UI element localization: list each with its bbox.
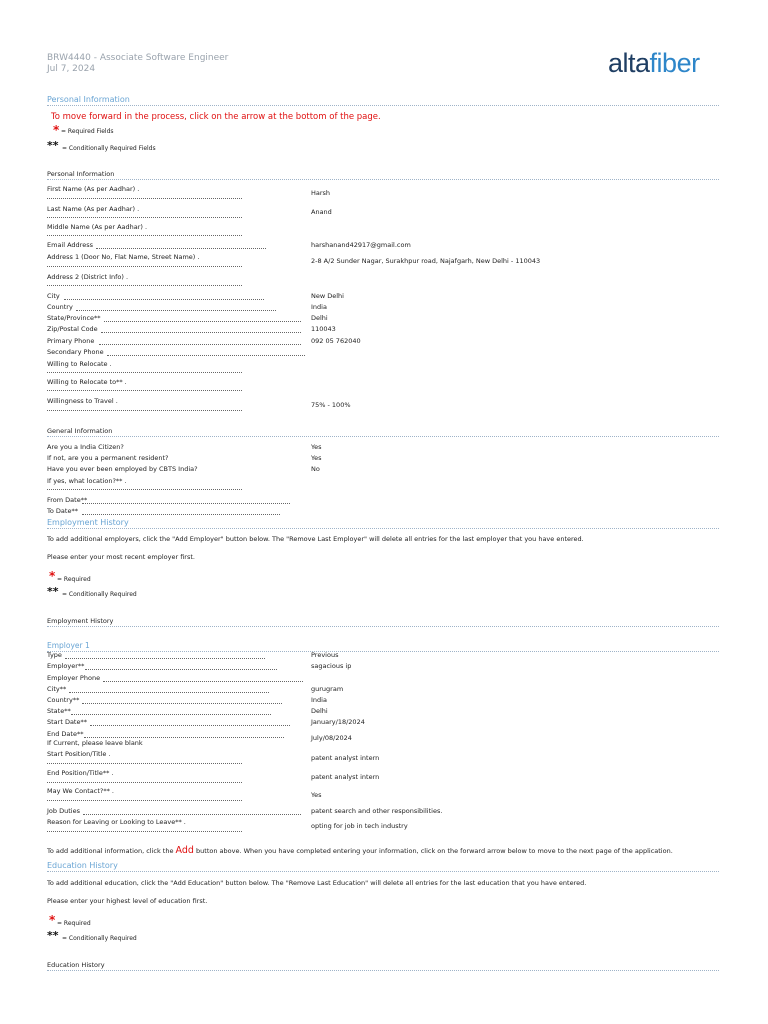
required-star: * xyxy=(49,913,56,927)
instruction-text: To move forward in the process, click on the arrow at the bottom of the page. xyxy=(51,112,381,122)
from-date-label: From Date** xyxy=(47,496,88,504)
row-divider xyxy=(47,799,242,801)
row-divider xyxy=(69,691,269,693)
secondary-phone-label: Secondary Phone xyxy=(47,348,104,356)
logo-alta-text: alta xyxy=(608,48,650,78)
city-value: New Delhi xyxy=(311,292,344,300)
email-value: harshanand42917@gmail.com xyxy=(311,241,411,249)
email-label: Email Address xyxy=(47,241,93,249)
emp-city-value: gurugram xyxy=(311,685,344,693)
employment-recent-first: Please enter your most recent employer first. xyxy=(47,553,195,561)
row-divider xyxy=(47,265,242,267)
conditional-star: ** xyxy=(47,139,59,152)
required-legend: = Required xyxy=(57,920,91,927)
conditional-legend: = Conditionally Required xyxy=(62,591,137,598)
row-divider xyxy=(47,762,242,764)
country-value: India xyxy=(311,303,327,311)
row-divider xyxy=(107,354,305,356)
row-divider xyxy=(47,371,242,373)
required-star: * xyxy=(49,569,56,583)
emp-state-value: Delhi xyxy=(311,707,328,715)
subsection-general: General Information xyxy=(47,427,719,437)
primary-phone-label: Primary Phone xyxy=(47,337,95,345)
travel-label: Willingness to Travel . xyxy=(47,397,118,405)
add-info-post: button above. When you have completed entering your information, click on the forward arrow below to move to the next page of the application. xyxy=(196,847,673,855)
row-divider xyxy=(71,713,271,715)
row-divider xyxy=(103,680,303,682)
row-divider xyxy=(85,668,277,670)
section-title-education: Education History xyxy=(47,861,719,872)
row-divider xyxy=(90,724,290,726)
emp-country-label: Country** xyxy=(47,696,80,704)
job-title: BRW4440 - Associate Software Engineer xyxy=(47,53,229,63)
subsection-personal: Personal Information xyxy=(47,170,719,180)
row-divider xyxy=(84,736,284,738)
row-divider xyxy=(47,284,242,286)
conditional-legend: = Conditionally Required xyxy=(62,935,137,942)
location-question: If yes, what location?** . xyxy=(47,477,127,485)
row-divider xyxy=(47,781,242,783)
company-logo xyxy=(608,48,700,79)
required-legend: = Required xyxy=(57,576,91,583)
end-position-label: End Position/Title** . xyxy=(47,769,114,777)
conditional-star: ** xyxy=(47,585,59,598)
subsection-education: Education History xyxy=(47,961,719,971)
emp-city-label: City** xyxy=(47,685,67,693)
row-divider xyxy=(65,657,265,659)
state-value: Delhi xyxy=(311,314,328,322)
row-divider xyxy=(83,813,301,815)
middle-name-label: Middle Name (As per Aadhar) . xyxy=(47,223,148,231)
section-title-personal: Personal Information xyxy=(47,95,719,106)
subsection-employment: Employment History xyxy=(47,617,719,627)
emp-country-value: India xyxy=(311,696,327,704)
end-date-label: End Date** xyxy=(47,730,84,738)
travel-value: 75% - 100% xyxy=(311,401,351,409)
employment-intro: To add additional employers, click the "Add Employer" button below. The "Remove Last Employer" will delete all entries for the last employer that you have entered. xyxy=(47,535,584,543)
start-position-label: Start Position/Title . xyxy=(47,750,111,758)
education-intro: To add additional education, click the "Add Education" button below. The "Remove Last Education" will delete all entries for the last education that you have entered. xyxy=(47,879,587,887)
job-duties-value: patent search and other responsibilities. xyxy=(311,807,443,815)
row-divider xyxy=(47,389,242,391)
logo-fiber-text: fiber xyxy=(649,48,700,78)
row-divider xyxy=(47,197,242,199)
first-name-label: First Name (As per Aadhar) . xyxy=(47,185,140,193)
employer-phone-label: Employer Phone xyxy=(47,674,101,682)
row-divider xyxy=(47,409,242,411)
row-divider xyxy=(64,298,264,300)
section-title-employment: Employment History xyxy=(47,518,719,529)
end-position-value: patent analyst intern xyxy=(311,773,380,781)
address1-label: Address 1 (Door No, Flat Name, Street Name) . xyxy=(47,253,200,261)
conditional-legend: = Conditionally Required Fields xyxy=(62,145,156,152)
resident-question: If not, are you a permanent resident? xyxy=(47,454,169,462)
add-info-text xyxy=(47,845,673,856)
address1-value: 2-8 A/2 Sunder Nagar, Surakhpur road, Najafgarh, New Delhi - 110043 xyxy=(311,257,541,265)
row-divider xyxy=(82,513,280,515)
required-legend: = Required Fields xyxy=(61,128,114,135)
state-label: State/Province** xyxy=(47,314,101,322)
type-label: Type xyxy=(47,651,62,659)
citizen-answer: Yes xyxy=(311,443,322,451)
education-highest-first: Please enter your highest level of education first. xyxy=(47,897,208,905)
address2-label: Address 2 (District Info) . xyxy=(47,273,129,281)
job-duties-label: Job Duties xyxy=(47,807,80,815)
reason-value: opting for job in tech industry xyxy=(311,822,408,830)
emp-state-label: State** xyxy=(47,707,71,715)
zip-label: Zip/Postal Code xyxy=(47,325,98,333)
reason-label: Reason for Leaving or Looking to Leave** . xyxy=(47,818,186,826)
city-label: City xyxy=(47,292,60,300)
contact-label: May We Contact?** . xyxy=(47,787,114,795)
type-value: Previous xyxy=(311,651,339,659)
row-divider xyxy=(47,216,242,218)
employer-value: sagacious ip xyxy=(311,662,352,670)
add-info-pre: To add additional information, click the xyxy=(47,847,174,855)
contact-value: Yes xyxy=(311,791,322,799)
citizen-question: Are you a India Citizen? xyxy=(47,443,124,451)
start-date-value: January/18/2024 xyxy=(311,718,365,726)
country-label: Country xyxy=(47,303,73,311)
row-divider xyxy=(82,702,282,704)
row-divider xyxy=(76,309,276,311)
relocate-to-label: Willing to Relocate to** . xyxy=(47,378,127,386)
conditional-star: ** xyxy=(47,929,59,942)
primary-phone-value: 092 05 762040 xyxy=(311,337,361,345)
required-star: * xyxy=(53,123,60,137)
add-word: Add xyxy=(175,845,194,856)
application-date: Jul 7, 2024 xyxy=(47,64,96,74)
row-divider xyxy=(99,343,301,345)
resident-answer: Yes xyxy=(311,454,322,462)
row-divider xyxy=(47,488,242,490)
row-divider xyxy=(47,830,242,832)
last-name-value: Anand xyxy=(311,208,332,216)
employed-question: Have you ever been employed by CBTS India? xyxy=(47,465,198,473)
relocate-label: Willing to Relocate . xyxy=(47,360,112,368)
end-date-value: July/08/2024 xyxy=(311,734,352,742)
last-name-label: Last Name (As per Aadhar) . xyxy=(47,205,140,213)
employed-answer: No xyxy=(311,465,320,473)
row-divider xyxy=(101,331,301,333)
end-date-note: If Current, please leave blank xyxy=(47,739,143,747)
row-divider xyxy=(96,247,266,249)
row-divider xyxy=(47,234,242,236)
zip-value: 110043 xyxy=(311,325,336,333)
employer-label: Employer** xyxy=(47,662,85,670)
employer-1-title: Employer 1 xyxy=(47,641,719,652)
start-position-value: patent analyst intern xyxy=(311,754,380,762)
start-date-label: Start Date** xyxy=(47,718,87,726)
row-divider xyxy=(82,502,290,504)
first-name-value: Harsh xyxy=(311,189,331,197)
to-date-label: To Date** xyxy=(47,507,78,515)
row-divider xyxy=(104,320,301,322)
